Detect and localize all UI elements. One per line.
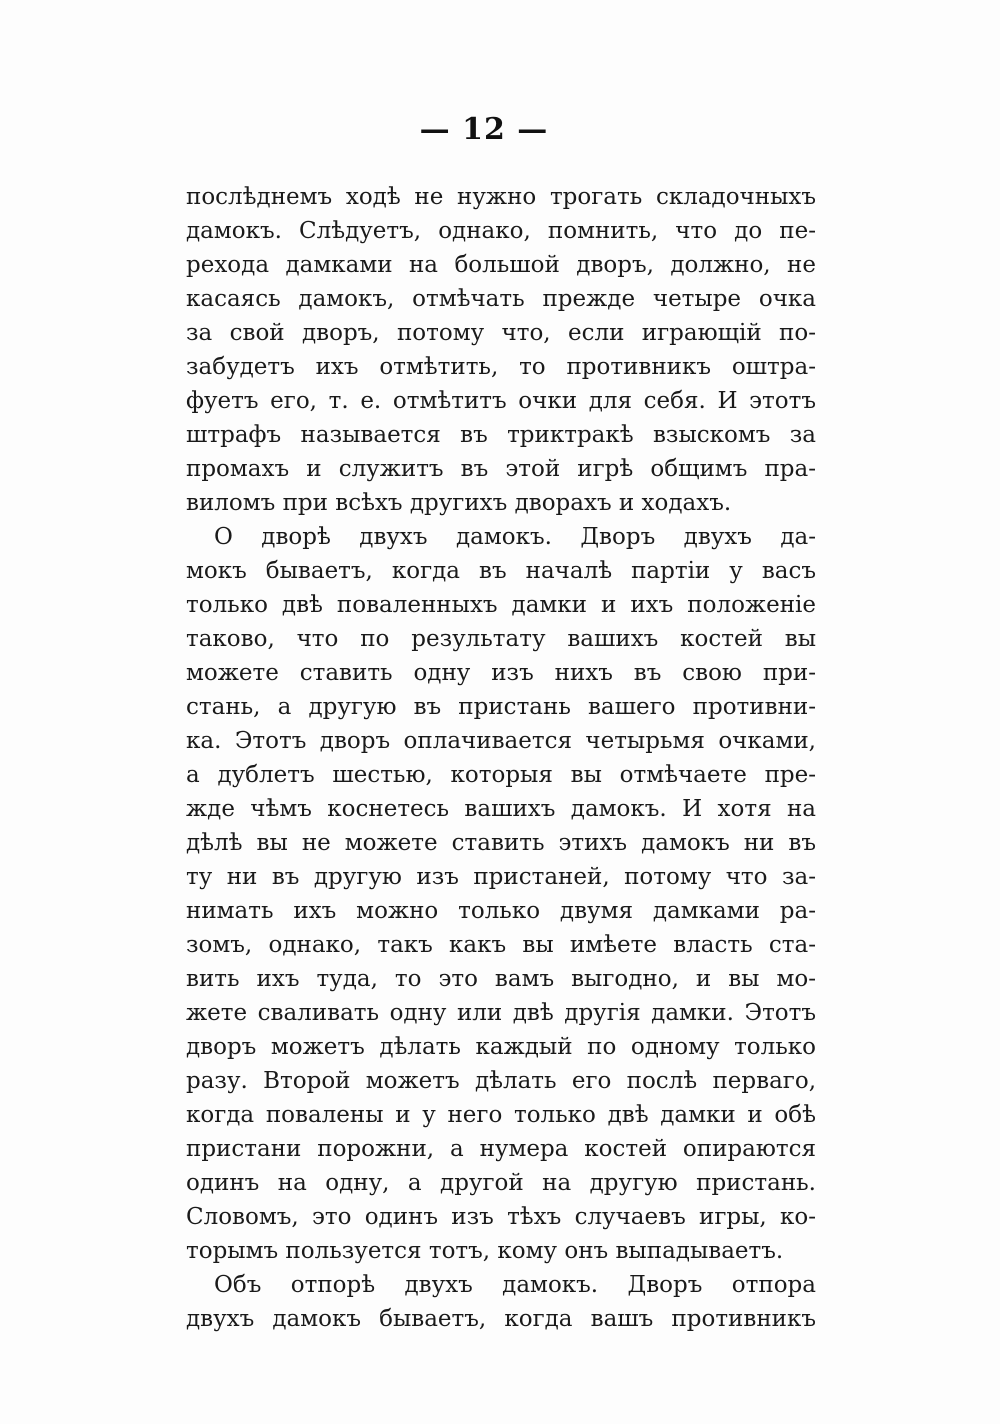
- text-line: дѣлѣ вы не можете ставить этихъ дамокъ ни въ: [186, 830, 816, 856]
- text-line: нимать ихъ можно только двумя дамками ра-: [186, 898, 816, 924]
- text-line: мокъ бываетъ, когда въ началѣ партіи у васъ: [186, 558, 816, 584]
- text-line: торымъ пользуется тотъ, кому онъ выпадываетъ.: [186, 1238, 784, 1264]
- text-line: жете сваливать одну или двѣ другія дамки. Этотъ: [186, 1000, 816, 1026]
- text-line: двухъ дамокъ бываетъ, когда вашъ противникъ: [186, 1306, 816, 1332]
- text-line: когда повалены и у него только двѣ дамки и обѣ: [186, 1102, 816, 1128]
- text-line: ту ни въ другую изъ пристаней, потому что за-: [186, 864, 816, 890]
- text-line: ка. Этотъ дворъ оплачивается четырьмя очками,: [186, 728, 816, 754]
- text-line: штрафъ называется въ триктракѣ взыскомъ за: [186, 422, 816, 448]
- text-line: дамокъ. Слѣдуетъ, однако, помнить, что до пе-: [186, 218, 816, 244]
- text-line: вить ихъ туда, то это вамъ выгодно, и вы мо-: [186, 966, 816, 992]
- text-line: можете ставить одну изъ нихъ въ свою при-: [186, 660, 816, 686]
- text-line: рехода дамками на большой дворъ, должно, не: [186, 252, 816, 278]
- text-line: дворъ можетъ дѣлать каждый по одному только: [186, 1034, 816, 1060]
- page-number: — 12 —: [419, 112, 549, 147]
- text-line: фуетъ его, т. е. отмѣтитъ очки для себя. И этотъ: [186, 388, 816, 414]
- text-line: виломъ при всѣхъ другихъ дворахъ и ходахъ.: [186, 490, 732, 516]
- text-line: пристани порожни, а нумера костей опираются: [186, 1136, 816, 1162]
- text-line: касаясь дамокъ, отмѣчать прежде четыре очка: [186, 286, 816, 312]
- text-line: промахъ и служитъ въ этой игрѣ общимъ пра-: [186, 456, 816, 482]
- text-line: разу. Второй можетъ дѣлать его послѣ перваго,: [186, 1068, 816, 1094]
- text-line: таково, что по результату вашихъ костей вы: [186, 626, 816, 652]
- text-line: одинъ на одну, а другой на другую пристань.: [186, 1170, 816, 1196]
- text-line: Словомъ, это одинъ изъ тѣхъ случаевъ игры, ко-: [186, 1204, 816, 1230]
- text-line: Объ отпорѣ двухъ дамокъ. Дворъ отпора: [214, 1272, 816, 1298]
- text-line: жде чѣмъ коснетесь вашихъ дамокъ. И хотя на: [186, 796, 816, 822]
- text-line: забудетъ ихъ отмѣтить, то противникъ оштра-: [186, 354, 816, 380]
- text-line: а дублетъ шестью, которыя вы отмѣчаете пре-: [186, 762, 816, 788]
- text-line: О дворѣ двухъ дамокъ. Дворъ двухъ да-: [214, 524, 816, 550]
- text-line: зомъ, однако, такъ какъ вы имѣете власть ста-: [186, 932, 816, 958]
- text-line: стань, а другую въ пристань вашего противни-: [186, 694, 816, 720]
- body-text: [186, 180, 816, 1336]
- text-line: за свой дворъ, потому что, если играющій по-: [186, 320, 816, 346]
- text-line: только двѣ поваленныхъ дамки и ихъ положеніе: [186, 592, 816, 618]
- text-line: послѣднемъ ходѣ не нужно трогать складочныхъ: [186, 184, 816, 210]
